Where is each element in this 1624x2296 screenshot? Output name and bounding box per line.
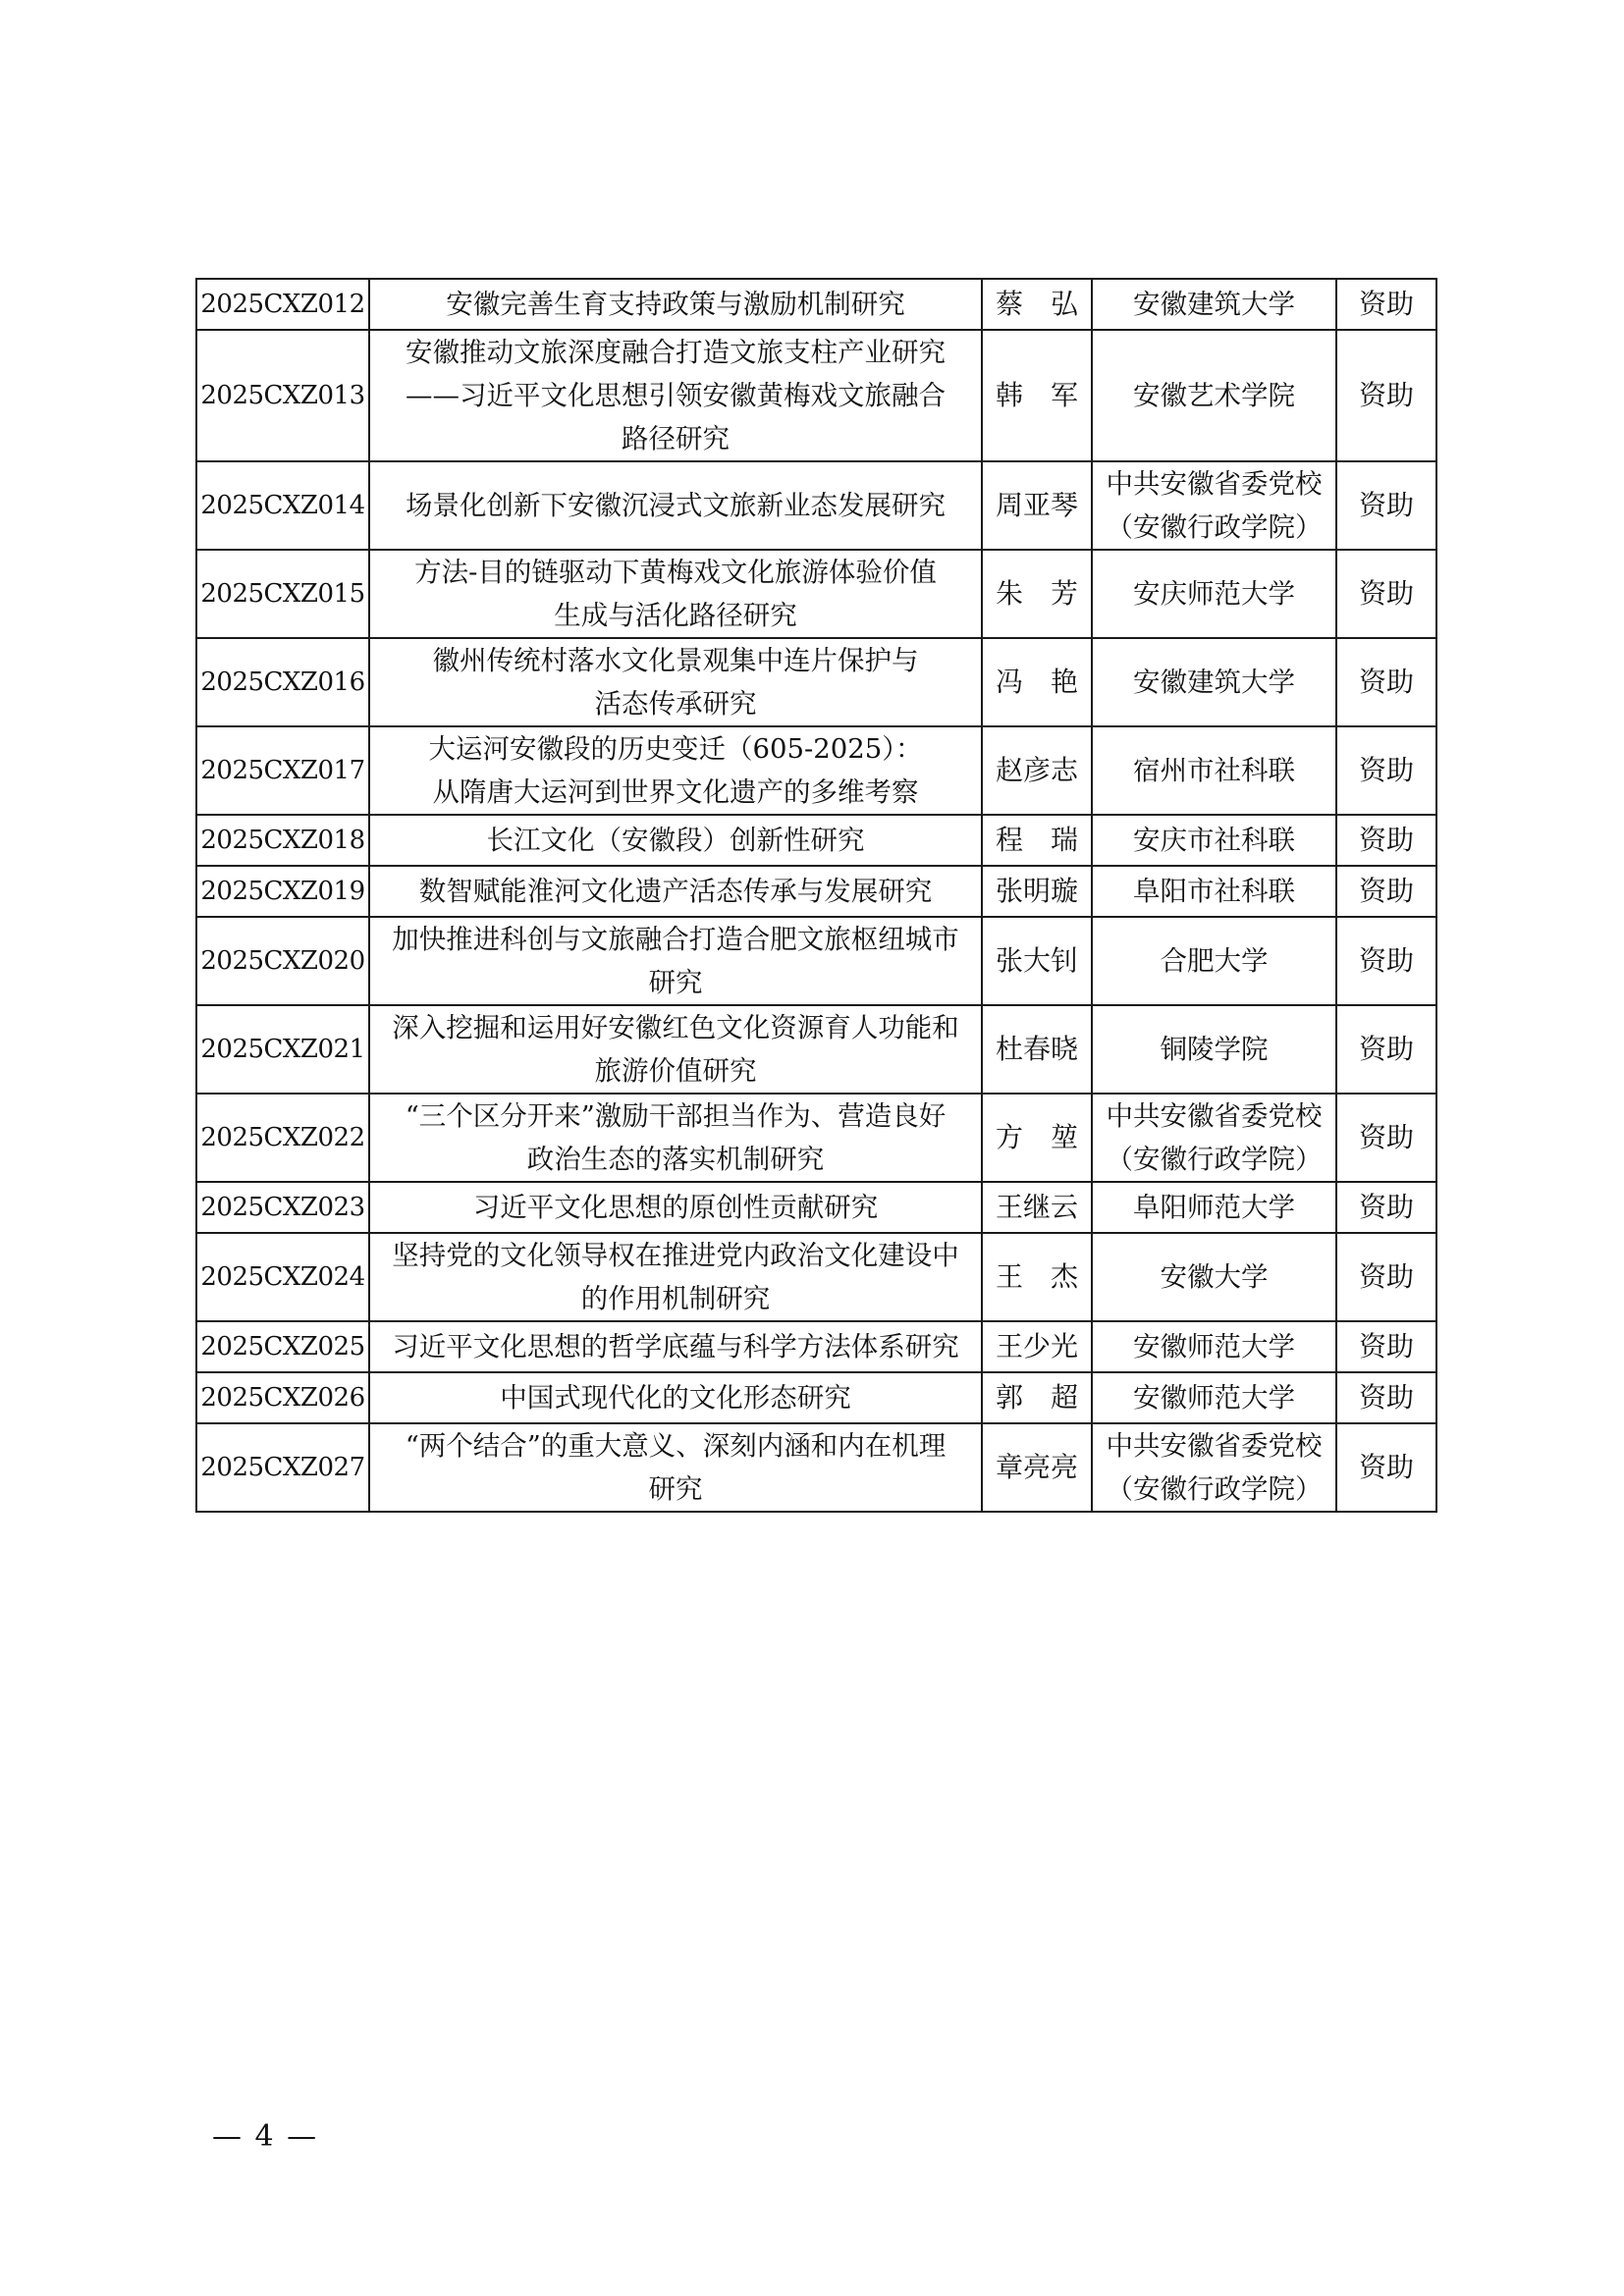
principal-investigator-cell: 周亚琴	[982, 461, 1092, 550]
project-title-line: 安徽推动文旅深度融合打造文旅支柱产业研究	[406, 337, 946, 368]
institution-line: 安徽建筑大学	[1133, 667, 1295, 698]
project-table-container	[195, 278, 1437, 1513]
project-title-cell	[369, 1233, 982, 1321]
table-row	[196, 638, 1436, 726]
table-row	[196, 917, 1436, 1005]
project-title-line: 的作用机制研究	[580, 1283, 771, 1314]
table-row	[196, 1423, 1436, 1512]
project-id-cell: 2025CXZ025	[196, 1321, 369, 1372]
institution-line: 安徽艺术学院	[1133, 380, 1295, 411]
institution-cell	[1092, 1372, 1336, 1423]
institution-cell	[1092, 1423, 1336, 1512]
institution-line: 安徽师范大学	[1133, 1331, 1295, 1362]
project-title-line: 研究	[648, 967, 703, 998]
institution-line: 阜阳市社科联	[1133, 876, 1295, 907]
project-title-line: 中国式现代化的文化形态研究	[500, 1382, 851, 1414]
funding-status-cell: 资助	[1336, 1182, 1436, 1233]
project-title-line: 政治生态的落实机制研究	[526, 1144, 825, 1175]
project-title-line: 坚持党的文化领导权在推进党内政治文化建设中	[392, 1240, 959, 1271]
project-title-cell	[369, 330, 982, 461]
principal-investigator-cell: 程 瑞	[982, 815, 1092, 866]
institution-line: 安庆市社科联	[1133, 825, 1295, 856]
table-row	[196, 726, 1436, 815]
project-id-cell: 2025CXZ024	[196, 1233, 369, 1321]
project-id-cell: 2025CXZ021	[196, 1005, 369, 1094]
project-title-line: 安徽完善生育支持政策与激励机制研究	[446, 289, 905, 320]
project-title-cell	[369, 866, 982, 917]
table-row	[196, 1233, 1436, 1321]
table-row	[196, 279, 1436, 330]
institution-cell	[1092, 638, 1336, 726]
institution-cell	[1092, 1182, 1336, 1233]
institution-line: 安徽师范大学	[1133, 1382, 1295, 1414]
table-row	[196, 815, 1436, 866]
project-title-cell	[369, 461, 982, 550]
table-row	[196, 1321, 1436, 1372]
project-title-line: 方法-目的链驱动下黄梅戏文化旅游体验价值	[414, 557, 937, 588]
principal-investigator-cell: 张明璇	[982, 866, 1092, 917]
project-title-cell	[369, 1321, 982, 1372]
project-id-cell: 2025CXZ013	[196, 330, 369, 461]
principal-investigator-cell: 韩 军	[982, 330, 1092, 461]
project-id-cell: 2025CXZ018	[196, 815, 369, 866]
institution-cell	[1092, 1094, 1336, 1182]
project-title-line: 习近平文化思想的哲学底蕴与科学方法体系研究	[392, 1331, 959, 1362]
funding-status-cell: 资助	[1336, 461, 1436, 550]
project-title-line: 路径研究	[622, 423, 730, 454]
project-title-line: 习近平文化思想的原创性贡献研究	[472, 1192, 879, 1223]
project-id-cell: 2025CXZ020	[196, 917, 369, 1005]
project-title-line: 生成与活化路径研究	[554, 600, 797, 631]
table-row	[196, 330, 1436, 461]
project-title-cell	[369, 726, 982, 815]
project-id-cell: 2025CXZ016	[196, 638, 369, 726]
project-title-cell	[369, 1005, 982, 1094]
table-row	[196, 1182, 1436, 1233]
project-id-cell: 2025CXZ014	[196, 461, 369, 550]
principal-investigator-cell: 赵彦志	[982, 726, 1092, 815]
funding-status-cell: 资助	[1336, 1233, 1436, 1321]
institution-line: 安庆师范大学	[1133, 578, 1295, 610]
institution-cell	[1092, 550, 1336, 638]
funding-status-cell: 资助	[1336, 330, 1436, 461]
project-id-cell: 2025CXZ026	[196, 1372, 369, 1423]
project-title-line: 活态传承研究	[594, 688, 757, 720]
project-title-line: 研究	[648, 1473, 703, 1505]
funding-status-cell: 资助	[1336, 917, 1436, 1005]
project-title-line: 从隋唐大运河到世界文化遗产的多维考察	[432, 776, 919, 808]
funding-status-cell: 资助	[1336, 726, 1436, 815]
institution-line: 中共安徽省委党校	[1106, 1430, 1323, 1462]
institution-line: 阜阳师范大学	[1133, 1192, 1295, 1223]
project-title-cell	[369, 1372, 982, 1423]
table-row	[196, 461, 1436, 550]
project-title-line: 长江文化（安徽段）创新性研究	[486, 825, 865, 856]
funding-status-cell: 资助	[1336, 815, 1436, 866]
project-title-line: 深入挖掘和运用好安徽红色文化资源育人功能和	[392, 1012, 959, 1043]
project-title-line: 大运河安徽段的历史变迁（605-2025）：	[428, 733, 923, 765]
institution-line: 安徽大学	[1160, 1261, 1269, 1293]
project-id-cell: 2025CXZ015	[196, 550, 369, 638]
institution-cell	[1092, 815, 1336, 866]
principal-investigator-cell: 朱 芳	[982, 550, 1092, 638]
institution-line: （安徽行政学院）	[1106, 1473, 1323, 1505]
principal-investigator-cell: 王继云	[982, 1182, 1092, 1233]
project-title-line: ——习近平文化思想引领安徽黄梅戏文旅融合	[406, 380, 946, 411]
institution-cell	[1092, 279, 1336, 330]
table-row	[196, 1094, 1436, 1182]
institution-line: 中共安徽省委党校	[1106, 1100, 1323, 1132]
institution-line: 中共安徽省委党校	[1106, 468, 1323, 500]
project-id-cell: 2025CXZ012	[196, 279, 369, 330]
principal-investigator-cell: 王少光	[982, 1321, 1092, 1372]
principal-investigator-cell: 方 堃	[982, 1094, 1092, 1182]
funding-status-cell: 资助	[1336, 550, 1436, 638]
project-title-line: 场景化创新下安徽沉浸式文旅新业态发展研究	[406, 490, 946, 521]
funding-status-cell: 资助	[1336, 279, 1436, 330]
institution-line: （安徽行政学院）	[1106, 1144, 1323, 1175]
table-row	[196, 866, 1436, 917]
project-id-cell: 2025CXZ017	[196, 726, 369, 815]
page-number: — 4 —	[212, 2119, 319, 2154]
project-title-cell	[369, 917, 982, 1005]
funding-status-cell: 资助	[1336, 638, 1436, 726]
funding-status-cell: 资助	[1336, 1094, 1436, 1182]
institution-cell	[1092, 726, 1336, 815]
project-id-cell: 2025CXZ023	[196, 1182, 369, 1233]
project-title-cell	[369, 1094, 982, 1182]
funding-status-cell: 资助	[1336, 866, 1436, 917]
project-title-cell	[369, 1423, 982, 1512]
principal-investigator-cell: 郭 超	[982, 1372, 1092, 1423]
institution-cell	[1092, 330, 1336, 461]
project-title-line: “三个区分开来”激励干部担当作为、营造良好	[405, 1100, 947, 1132]
institution-cell	[1092, 461, 1336, 550]
institution-cell	[1092, 866, 1336, 917]
institution-line: （安徽行政学院）	[1106, 511, 1323, 543]
project-title-cell	[369, 550, 982, 638]
principal-investigator-cell: 王 杰	[982, 1233, 1092, 1321]
project-title-cell	[369, 638, 982, 726]
project-id-cell: 2025CXZ022	[196, 1094, 369, 1182]
principal-investigator-cell: 冯 艳	[982, 638, 1092, 726]
principal-investigator-cell: 蔡 弘	[982, 279, 1092, 330]
table-body	[196, 279, 1436, 1512]
table-row	[196, 550, 1436, 638]
institution-cell	[1092, 1321, 1336, 1372]
funding-status-cell: 资助	[1336, 1423, 1436, 1512]
institution-line: 安徽建筑大学	[1133, 289, 1295, 320]
institution-line: 宿州市社科联	[1133, 755, 1295, 786]
funding-status-cell: 资助	[1336, 1321, 1436, 1372]
project-title-line: 加快推进科创与文旅融合打造合肥文旅枢纽城市	[392, 924, 959, 955]
funding-status-cell: 资助	[1336, 1005, 1436, 1094]
principal-investigator-cell: 张大钊	[982, 917, 1092, 1005]
project-title-line: 旅游价值研究	[594, 1055, 757, 1087]
principal-investigator-cell: 章亮亮	[982, 1423, 1092, 1512]
project-id-cell: 2025CXZ019	[196, 866, 369, 917]
project-title-cell	[369, 279, 982, 330]
table-row	[196, 1005, 1436, 1094]
project-title-cell	[369, 815, 982, 866]
institution-cell	[1092, 1005, 1336, 1094]
institution-cell	[1092, 1233, 1336, 1321]
project-id-cell: 2025CXZ027	[196, 1423, 369, 1512]
institution-line: 合肥大学	[1160, 945, 1269, 977]
institution-line: 铜陵学院	[1160, 1034, 1269, 1065]
institution-cell	[1092, 917, 1336, 1005]
project-title-line: “两个结合”的重大意义、深刻内涵和内在机理	[405, 1430, 947, 1462]
project-table	[195, 278, 1437, 1513]
project-title-line: 徽州传统村落水文化景观集中连片保护与	[432, 645, 919, 676]
table-row	[196, 1372, 1436, 1423]
project-title-line: 数智赋能淮河文化遗产活态传承与发展研究	[418, 876, 933, 907]
principal-investigator-cell: 杜春晓	[982, 1005, 1092, 1094]
project-title-cell	[369, 1182, 982, 1233]
funding-status-cell: 资助	[1336, 1372, 1436, 1423]
